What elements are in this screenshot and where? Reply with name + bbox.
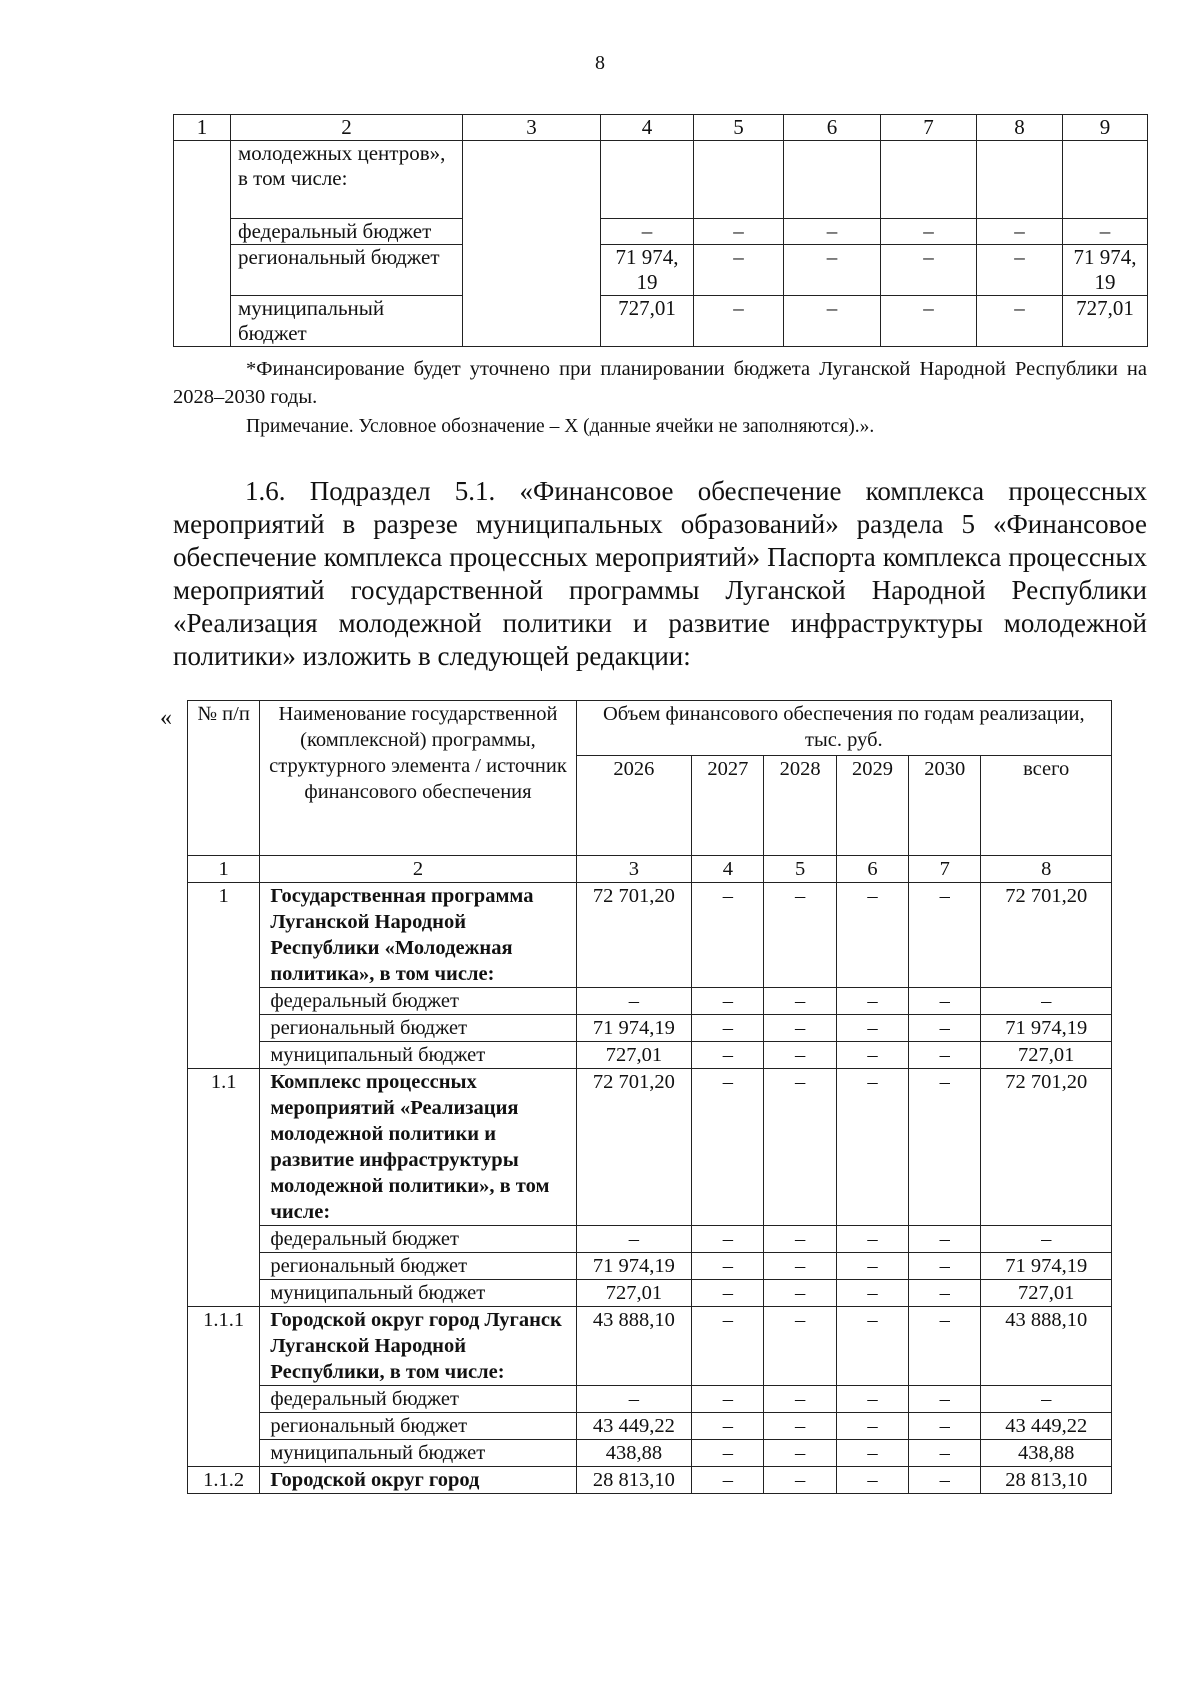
value-cell: –	[784, 296, 881, 347]
value-cell: 43 888,10	[576, 1307, 692, 1386]
column-number: 1	[174, 115, 231, 141]
table-row	[188, 1042, 1112, 1069]
value-cell: –	[692, 1069, 764, 1226]
table-row	[188, 1226, 1112, 1253]
value-cell: –	[764, 1467, 836, 1494]
table-header-row	[174, 115, 1148, 141]
value-cell: –	[764, 883, 836, 988]
row-name: муниципальный бюджет	[260, 1280, 576, 1307]
column-numbers-row	[188, 856, 1112, 883]
table-row	[188, 1280, 1112, 1307]
section-title: Городской округ город Луганск Луганской Народной Республики, в том числе:	[260, 1307, 576, 1386]
column-number: 2	[260, 856, 576, 883]
column-number: 5	[764, 856, 836, 883]
opening-quote-mark: «	[160, 705, 172, 731]
value-cell: –	[764, 1226, 836, 1253]
row-name: муниципальный бюджет	[231, 296, 463, 347]
value-cell: –	[836, 1226, 908, 1253]
value-cell: 72 701,20	[981, 883, 1112, 988]
value-cell: –	[694, 219, 784, 245]
value-cell: –	[836, 988, 908, 1015]
row-name: муниципальный бюджет	[260, 1042, 576, 1069]
value-cell	[881, 141, 977, 219]
value-cell: –	[909, 1386, 981, 1413]
value-cell: –	[881, 219, 977, 245]
section-title: Государственная программа Луганской Народной Республики «Молодежная политика», в том числе:	[260, 883, 576, 988]
value-cell: 727,01	[981, 1280, 1112, 1307]
value-cell: –	[694, 296, 784, 347]
header-name: Наименование государственной (комплексной) программы, структурного элемента / источник финансового обеспечения	[260, 701, 576, 856]
value-cell: –	[764, 1386, 836, 1413]
value-cell: –	[909, 1280, 981, 1307]
table-header-row	[188, 701, 1112, 756]
column-number: 3	[463, 115, 601, 141]
value-cell: –	[576, 1386, 692, 1413]
value-cell: –	[836, 1413, 908, 1440]
row-name: федеральный бюджет	[260, 1386, 576, 1413]
column-number: 8	[981, 856, 1112, 883]
value-cell: –	[977, 219, 1063, 245]
value-cell: –	[764, 988, 836, 1015]
value-cell: 727,01	[1063, 296, 1148, 347]
value-cell: –	[981, 1386, 1112, 1413]
value-cell: –	[836, 883, 908, 988]
page-number: 8	[595, 52, 605, 74]
value-cell: –	[692, 1226, 764, 1253]
value-cell: –	[836, 1440, 908, 1467]
value-cell: 28 813,10	[576, 1467, 692, 1494]
value-cell: 71 974,19	[981, 1253, 1112, 1280]
row-name: региональный бюджет	[231, 245, 463, 296]
column-number: 3	[576, 856, 692, 883]
column-number: 4	[692, 856, 764, 883]
table-row	[188, 1440, 1112, 1467]
row-name: молодежных центров», в том числе:	[231, 141, 463, 219]
header-year: 2028	[764, 756, 836, 856]
value-cell: 28 813,10	[981, 1467, 1112, 1494]
table-row	[174, 296, 1148, 347]
value-cell: 71 974, 19	[601, 245, 694, 296]
section-row	[188, 1467, 1112, 1494]
value-cell: 438,88	[576, 1440, 692, 1467]
section-number: 1	[188, 883, 260, 1069]
value-cell	[694, 141, 784, 219]
row-name: региональный бюджет	[260, 1253, 576, 1280]
value-cell: –	[694, 245, 784, 296]
value-cell: 43 449,22	[981, 1413, 1112, 1440]
value-cell: –	[909, 1307, 981, 1386]
table-row	[188, 1413, 1112, 1440]
value-cell: –	[836, 1069, 908, 1226]
column-number: 8	[977, 115, 1063, 141]
value-cell: –	[909, 1226, 981, 1253]
column-number: 7	[909, 856, 981, 883]
table-row	[188, 1386, 1112, 1413]
financing-table	[187, 700, 1112, 1494]
value-cell	[1063, 141, 1148, 219]
column-number: 2	[231, 115, 463, 141]
value-cell: –	[692, 1413, 764, 1440]
header-year: 2029	[836, 756, 908, 856]
column-number: 5	[694, 115, 784, 141]
header-number: № п/п	[188, 701, 260, 856]
column-number: 9	[1063, 115, 1148, 141]
header-total: всего	[981, 756, 1112, 856]
header-year: 2027	[692, 756, 764, 856]
row-name: федеральный бюджет	[231, 219, 463, 245]
value-cell: –	[909, 1413, 981, 1440]
value-cell: –	[764, 1307, 836, 1386]
value-cell: 71 974,19	[576, 1015, 692, 1042]
value-cell: –	[981, 988, 1112, 1015]
value-cell: –	[692, 1386, 764, 1413]
value-cell: –	[764, 1015, 836, 1042]
value-cell: –	[784, 219, 881, 245]
empty-cell	[463, 141, 601, 347]
value-cell: –	[909, 1069, 981, 1226]
value-cell: –	[576, 988, 692, 1015]
amendment-paragraph: 1.6. Подраздел 5.1. «Финансовое обеспечение комплекса процессных мероприятий в разрезе муниципальных образований» раздела 5 «Финансовое обеспечение комплекса процессных мероприятий» Паспорта комплекса процессных мероприятий государственной программы Луганской Народной Республики «Реализация молодежной политики и развитие инфраструктуры молодежной политики» изложить в следующей редакции:	[173, 476, 1147, 671]
row-name: федеральный бюджет	[260, 988, 576, 1015]
value-cell: –	[881, 296, 977, 347]
legend-note: Примечание. Условное обозначение – X (данные ячейки не заполняются).».	[246, 416, 875, 437]
value-cell: –	[692, 1042, 764, 1069]
value-cell: 438,88	[981, 1440, 1112, 1467]
value-cell: 727,01	[601, 296, 694, 347]
value-cell: 727,01	[576, 1042, 692, 1069]
section-row	[188, 1307, 1112, 1386]
value-cell: –	[692, 988, 764, 1015]
row-name: региональный бюджет	[260, 1015, 576, 1042]
value-cell: –	[692, 883, 764, 988]
table-row	[174, 219, 1148, 245]
table-row	[174, 141, 1148, 219]
row-name: региональный бюджет	[260, 1413, 576, 1440]
value-cell: 43 449,22	[576, 1413, 692, 1440]
table-row	[188, 988, 1112, 1015]
value-cell: 72 701,20	[576, 883, 692, 988]
section-title: Городской округ город	[260, 1467, 576, 1494]
value-cell: –	[977, 245, 1063, 296]
value-cell: –	[909, 1253, 981, 1280]
row-name: федеральный бюджет	[260, 1226, 576, 1253]
column-number: 6	[784, 115, 881, 141]
financing-footnote: *Финансирование будет уточнено при планировании бюджета Луганской Народной Республики на 2028–2030 годы.	[173, 358, 1147, 408]
column-number: 6	[836, 856, 908, 883]
continuation-table	[173, 114, 1148, 347]
section-number: 1.1.1	[188, 1307, 260, 1467]
value-cell: –	[764, 1440, 836, 1467]
column-number: 4	[601, 115, 694, 141]
value-cell: –	[764, 1042, 836, 1069]
value-cell: –	[909, 1467, 981, 1494]
value-cell: 71 974,19	[981, 1015, 1112, 1042]
value-cell: –	[836, 1280, 908, 1307]
value-cell: –	[836, 1042, 908, 1069]
value-cell: –	[909, 1042, 981, 1069]
row-name: муниципальный бюджет	[260, 1440, 576, 1467]
value-cell: –	[601, 219, 694, 245]
value-cell	[977, 141, 1063, 219]
section-number: 1.1.2	[188, 1467, 260, 1494]
header-volume: Объем финансового обеспечения по годам реализации, тыс. руб.	[576, 701, 1111, 756]
value-cell: 72 701,20	[576, 1069, 692, 1226]
section-row	[188, 883, 1112, 988]
value-cell	[784, 141, 881, 219]
section-number: 1.1	[188, 1069, 260, 1307]
header-year: 2030	[909, 756, 981, 856]
value-cell: –	[692, 1015, 764, 1042]
value-cell: 727,01	[981, 1042, 1112, 1069]
value-cell: 43 888,10	[981, 1307, 1112, 1386]
value-cell: –	[836, 1307, 908, 1386]
value-cell: –	[576, 1226, 692, 1253]
value-cell: 71 974, 19	[1063, 245, 1148, 296]
value-cell: –	[909, 883, 981, 988]
value-cell: 72 701,20	[981, 1069, 1112, 1226]
value-cell: –	[1063, 219, 1148, 245]
value-cell: –	[764, 1069, 836, 1226]
value-cell: –	[764, 1413, 836, 1440]
value-cell: –	[909, 1015, 981, 1042]
value-cell: –	[692, 1253, 764, 1280]
value-cell: –	[764, 1253, 836, 1280]
section-title: Комплекс процессных мероприятий «Реализация молодежной политики и развитие инфраструктуры молодежной политики», в том числе:	[260, 1069, 576, 1226]
value-cell: –	[881, 245, 977, 296]
header-year: 2026	[576, 756, 692, 856]
table-row	[174, 245, 1148, 296]
value-cell: –	[784, 245, 881, 296]
value-cell: –	[977, 296, 1063, 347]
value-cell: 71 974,19	[576, 1253, 692, 1280]
value-cell: 727,01	[576, 1280, 692, 1307]
value-cell: –	[692, 1307, 764, 1386]
value-cell: –	[692, 1440, 764, 1467]
empty-number-cell	[174, 141, 231, 347]
value-cell: –	[836, 1467, 908, 1494]
value-cell: –	[909, 988, 981, 1015]
value-cell: –	[909, 1440, 981, 1467]
value-cell: –	[692, 1280, 764, 1307]
value-cell: –	[981, 1226, 1112, 1253]
value-cell	[601, 141, 694, 219]
table-row	[188, 1253, 1112, 1280]
value-cell: –	[836, 1253, 908, 1280]
table-row	[188, 1015, 1112, 1042]
value-cell: –	[836, 1015, 908, 1042]
column-number: 7	[881, 115, 977, 141]
value-cell: –	[692, 1467, 764, 1494]
value-cell: –	[836, 1386, 908, 1413]
value-cell: –	[764, 1280, 836, 1307]
column-number: 1	[188, 856, 260, 883]
section-row	[188, 1069, 1112, 1226]
